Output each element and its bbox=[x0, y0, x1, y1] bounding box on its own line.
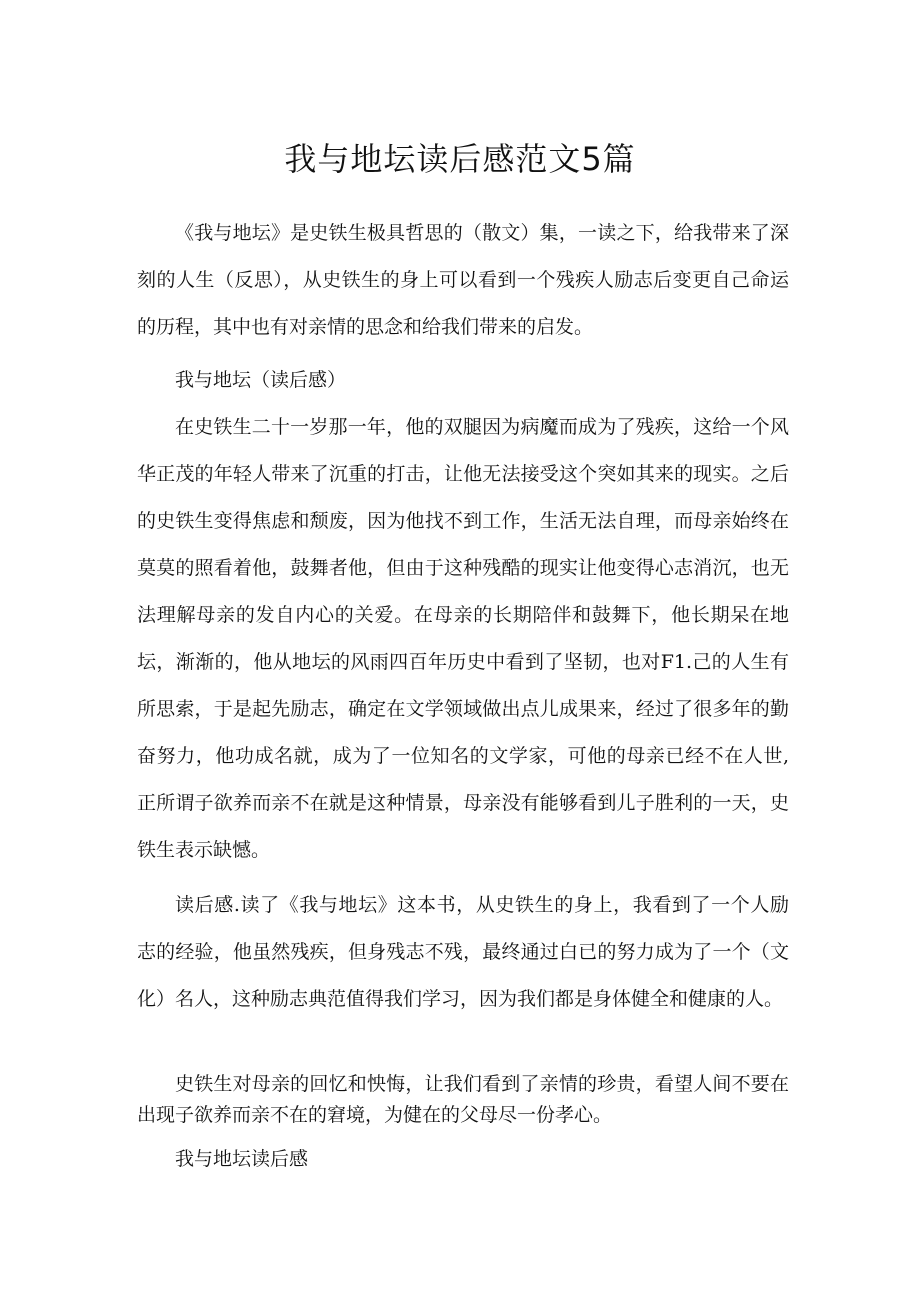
intro-paragraph: 《我与地坛》是史铁生极具哲思的（散文）集，一读之下，给我带来了深刻的人生（反思），从史铁生的身上可以看到一个残疾人励志后变更自己命运的历程，其中也有对亲情的思念和给我们带来的启发。 bbox=[137, 222, 789, 338]
section-heading-second: 我与地坛读后感 bbox=[175, 1148, 309, 1170]
section-heading-reading-notes: 我与地坛（读后感） bbox=[175, 369, 347, 391]
family-reflection-paragraph: 史铁生对母亲的回忆和怏悔，让我们看到了亲情的珍贵，看望人间不要在出现子欲养而亲不在的窘境，为健在的父母尽一份孝心。 bbox=[137, 1073, 789, 1126]
review-paragraph: 读后感.读了《我与地坛》这本书，从史铁生的身上，我看到了一个人励志的经验，他虽然残疾，但身残志不残，最终通过白已的努力成为了一个（文化）名人，这种励志典范值得我们学习，因为我们都是身体健全和健康的人。 bbox=[137, 894, 789, 1010]
document-title: 我与地坛读后感范文5篇 bbox=[284, 140, 636, 178]
story-paragraph: 在史铁生二十一岁那一年，他的双腿因为病魔而成为了残疾，这给一个风华正茂的年轻人带来了沉重的打击，让他无法接受这个突如其来的现实。之后的史铁生变得焦虑和颓废，因为他找不到工作，生活无法自理，而母亲始终在莫莫的照看着他，鼓舞者他，但由于这种残酷的现实让他变得心志消沉，也无法理解母亲的发自内心的关爱。在母亲的长期陪伴和鼓舞下，他长期呆在地坛，渐渐的，他从地坛的风雨四百年历史中看到了坚韧，也对F1.己的人生有所思索，于是起先励志，确定在文学领域做出点儿成果来，经过了很多年的勤奋努力，他功成名就，成为了一位知名的文学家，可他的母亲已经不在人世,正所谓子欲养而亲不在就是这种情景，母亲没有能够看到儿子胜利的一天，史铁生表示缺憾。 bbox=[137, 416, 789, 861]
